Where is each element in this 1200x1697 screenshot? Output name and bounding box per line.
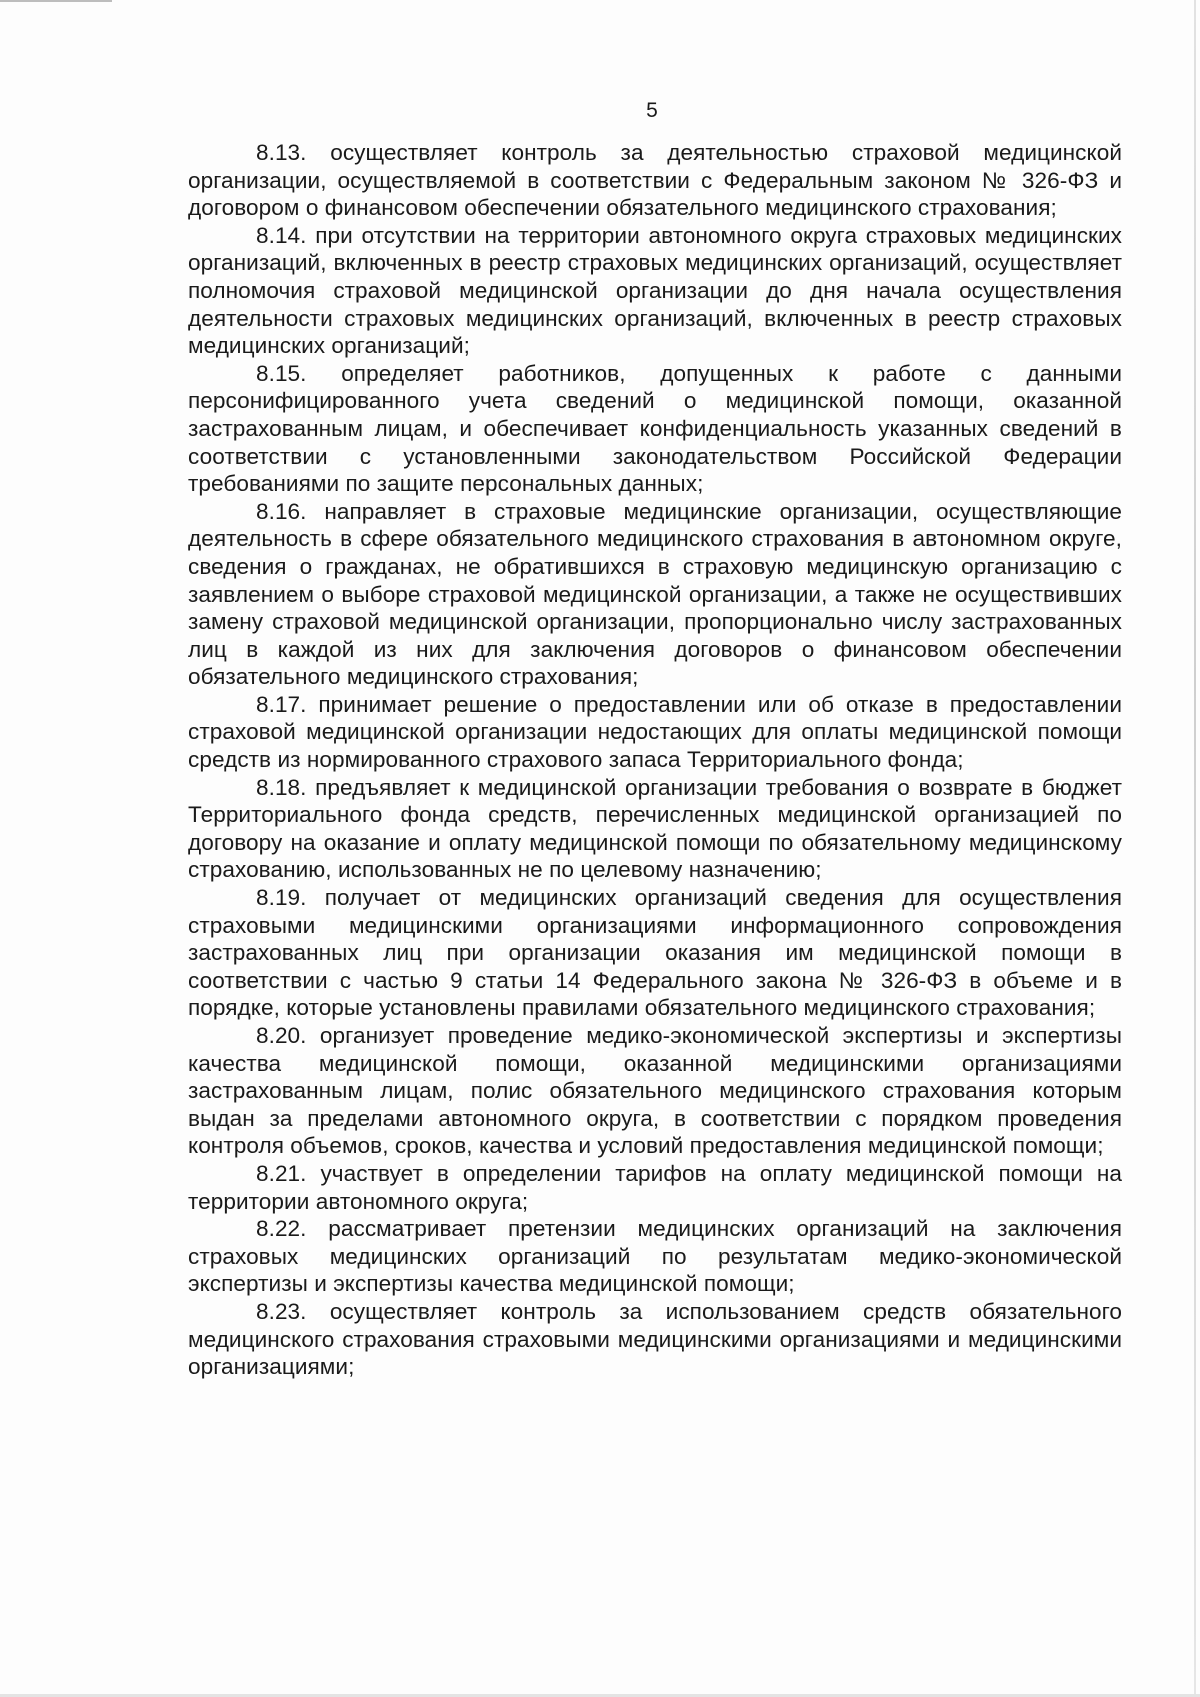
- clause-8-22: 8.22. рассматривает претензии медицинских организаций на заключения страховых медицинских организаций по результатам медико-экономической экспертизы и экспертизы качества медицинской помощи;: [188, 1216, 1122, 1297]
- clause-8-13: 8.13. осуществляет контроль за деятельностью страховой медицинской организации, осуществляемой в соответствии с Федеральным законом № 326-ФЗ и договором о финансовом обеспечении обязательного медицинского страхования;: [188, 140, 1122, 221]
- clause-8-18: 8.18. предъявляет к медицинской организации требования о возврате в бюджет Территориального фонда средств, перечисленных медицинской организацией по договору на оказание и оплату медицинской помощи по обязательному медицинскому страхованию, использованных не по целевому назначению;: [188, 774, 1122, 883]
- scan-edge-top: [0, 0, 112, 2]
- clause-8-15: 8.15. определяет работников, допущенных к работе с данными персонифицированного учета сведений о медицинской помощи, оказанной застрахованным лицам, и обеспечивает конфиденциальность указанных сведений в соответствии с установленными законодательством Российской Федерации требованиями по защите персональных данных;: [188, 360, 1122, 497]
- document-body: [188, 139, 1122, 1381]
- clause-8-17: 8.17. принимает решение о предоставлении или об отказе в предоставлении страховой медицинской организации недостающих для оплаты медицинской помощи средств из нормированного страхового запаса Территориального фонда;: [188, 691, 1122, 773]
- clause-8-23: 8.23. осуществляет контроль за использованием средств обязательного медицинского страхования страховыми медицинскими организациями и медицинскими организациями;: [188, 1298, 1122, 1380]
- clause-8-19: 8.19. получает от медицинских организаций сведения для осуществления страховыми медицинскими организациями информационного сопровождения застрахованных лиц при организации оказания им медицинской помощи в соответствии с частью 9 статьи 14 Федерального закона № 326-ФЗ в объеме и в порядке, которые установлены правилами обязательного медицинского страхования;: [188, 885, 1122, 1021]
- page-number: 5: [646, 99, 658, 122]
- clause-8-21: 8.21. участвует в определении тарифов на оплату медицинской помощи на территории автономного округа;: [188, 1160, 1122, 1214]
- scan-edge-right: [1194, 0, 1196, 1697]
- clause-8-16: 8.16. направляет в страховые медицинские организации, осуществляющие деятельность в сфере обязательного медицинского страхования в автономном округе, сведения о гражданах, не обратившихся в страховую медицинскую организацию с заявлением о выборе страховой медицинской организации, а также не осуществивших замену страховой медицинской организации, пропорционально числу застрахованных лиц в каждой из них для заключения договоров о финансовом обеспечении обязательного медицинского страхования;: [188, 498, 1122, 690]
- clause-8-20: 8.20. организует проведение медико-экономической экспертизы и экспертизы качества медицинской помощи, оказанной медицинскими организациями застрахованным лицам, полис обязательного медицинского страхования которым выдан за пределами автономного округа, в соответствии с порядком проведения контроля объемов, сроков, качества и условий предоставления медицинской помощи;: [188, 1023, 1122, 1159]
- clause-8-14: 8.14. при отсутствии на территории автономного округа страховых медицинских организаций, включенных в реестр страховых медицинских организаций, осуществляет полномочия страховой медицинской организации до дня начала осуществления деятельности страховых медицинских организаций, включенных в реестр страховых медицинских организаций;: [188, 222, 1122, 359]
